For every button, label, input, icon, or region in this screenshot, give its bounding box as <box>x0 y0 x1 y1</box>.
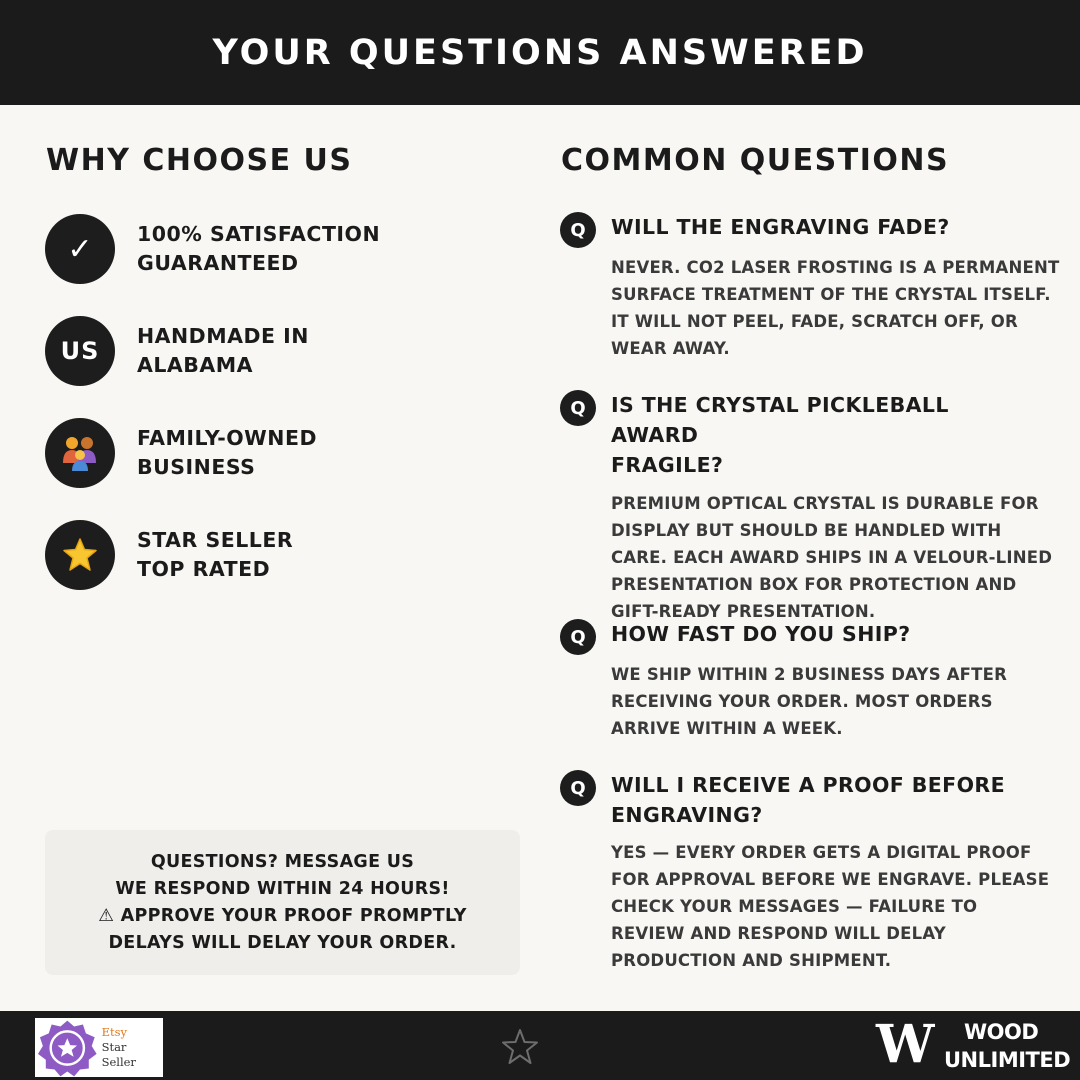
q-icon: Q <box>560 619 596 655</box>
faq-item <box>560 212 1060 362</box>
feature-handmade <box>45 315 505 387</box>
etsy-label: Star Seller <box>101 1040 136 1069</box>
etsy-seal-icon <box>37 1019 98 1077</box>
feature-family <box>45 417 505 489</box>
q-icon: Q <box>560 390 596 426</box>
faq-answer: YES — EVERY ORDER GETS A DIGITAL PROOF FOR APPROVAL BEFORE WE ENGRAVE. PLEASE CHECK YOUR MESSAGES — FAILURE TO REVIEW AND RESPOND WILL DELAY PRODUCTION AND SHIPMENT. <box>611 843 1050 970</box>
faq-question: HOW FAST DO YOU SHIP? <box>611 622 911 646</box>
why-choose-us-heading: WHY CHOOSE US <box>46 143 353 178</box>
page-title: YOUR QUESTIONS ANSWERED <box>212 32 868 73</box>
contact-notice <box>45 830 520 975</box>
us-icon: US <box>45 316 115 386</box>
wood-unlimited-logo <box>876 1014 1071 1076</box>
feature-text: STAR SELLER TOP RATED <box>137 528 294 581</box>
faq-question: WILL THE ENGRAVING FADE? <box>611 215 950 239</box>
faq-item <box>560 770 1050 974</box>
q-icon: Q <box>560 212 596 248</box>
common-questions-heading: COMMON QUESTIONS <box>561 143 950 178</box>
faq-answer: NEVER. CO2 LASER FROSTING IS A PERMANENT SURFACE TREATMENT OF THE CRYSTAL ITSELF. IT WILL NOT PEEL, FADE, SCRATCH OFF, OR WEAR AWAY. <box>611 258 1060 358</box>
logo-line-unlimited: UNLIMITED <box>944 1048 1071 1072</box>
contact-line: ⚠ APPROVE YOUR PROOF PROMPTLY <box>98 905 467 926</box>
header-banner <box>0 0 1080 105</box>
logo-line-wood: WOOD <box>964 1020 1039 1044</box>
star-outline-icon <box>501 1028 539 1066</box>
etsy-brand: Etsy <box>101 1025 127 1039</box>
feature-text: 100% SATISFACTION GUARANTEED <box>137 222 381 275</box>
family-icon <box>45 418 115 488</box>
faq-answer: WE SHIP WITHIN 2 BUSINESS DAYS AFTER RECEIVING YOUR ORDER. MOST ORDERS ARRIVE WITHIN A WEEK. <box>611 665 1007 738</box>
feature-text: HANDMADE IN ALABAMA <box>137 324 309 377</box>
contact-line: WE RESPOND WITHIN 24 HOURS! <box>115 878 450 899</box>
feature-text: FAMILY-OWNED BUSINESS <box>137 426 317 479</box>
faq-question: WILL I RECEIVE A PROOF BEFORE ENGRAVING? <box>611 773 1005 827</box>
faq-answer: PREMIUM OPTICAL CRYSTAL IS DURABLE FOR DISPLAY BUT SHOULD BE HANDLED WITH CARE. EACH AWARD SHIPS IN A VELOUR-LINED PRESENTATION BOX FOR PROTECTION AND GIFT-READY PRESENTATION. <box>611 494 1053 621</box>
contact-line: DELAYS WILL DELAY YOUR ORDER. <box>108 932 457 953</box>
faq-item <box>560 390 1053 625</box>
feature-satisfaction <box>45 213 505 285</box>
faq-question: IS THE CRYSTAL PICKLEBALL AWARD FRAGILE? <box>611 393 949 477</box>
star-icon <box>45 520 115 590</box>
q-icon: Q <box>560 770 596 806</box>
contact-line: QUESTIONS? MESSAGE US <box>150 851 415 872</box>
logo-mark: W <box>876 1014 929 1075</box>
faq-item <box>560 619 1040 742</box>
etsy-star-seller-badge <box>35 1018 163 1077</box>
check-icon: ✓ <box>45 214 115 284</box>
feature-star-seller <box>45 519 505 591</box>
